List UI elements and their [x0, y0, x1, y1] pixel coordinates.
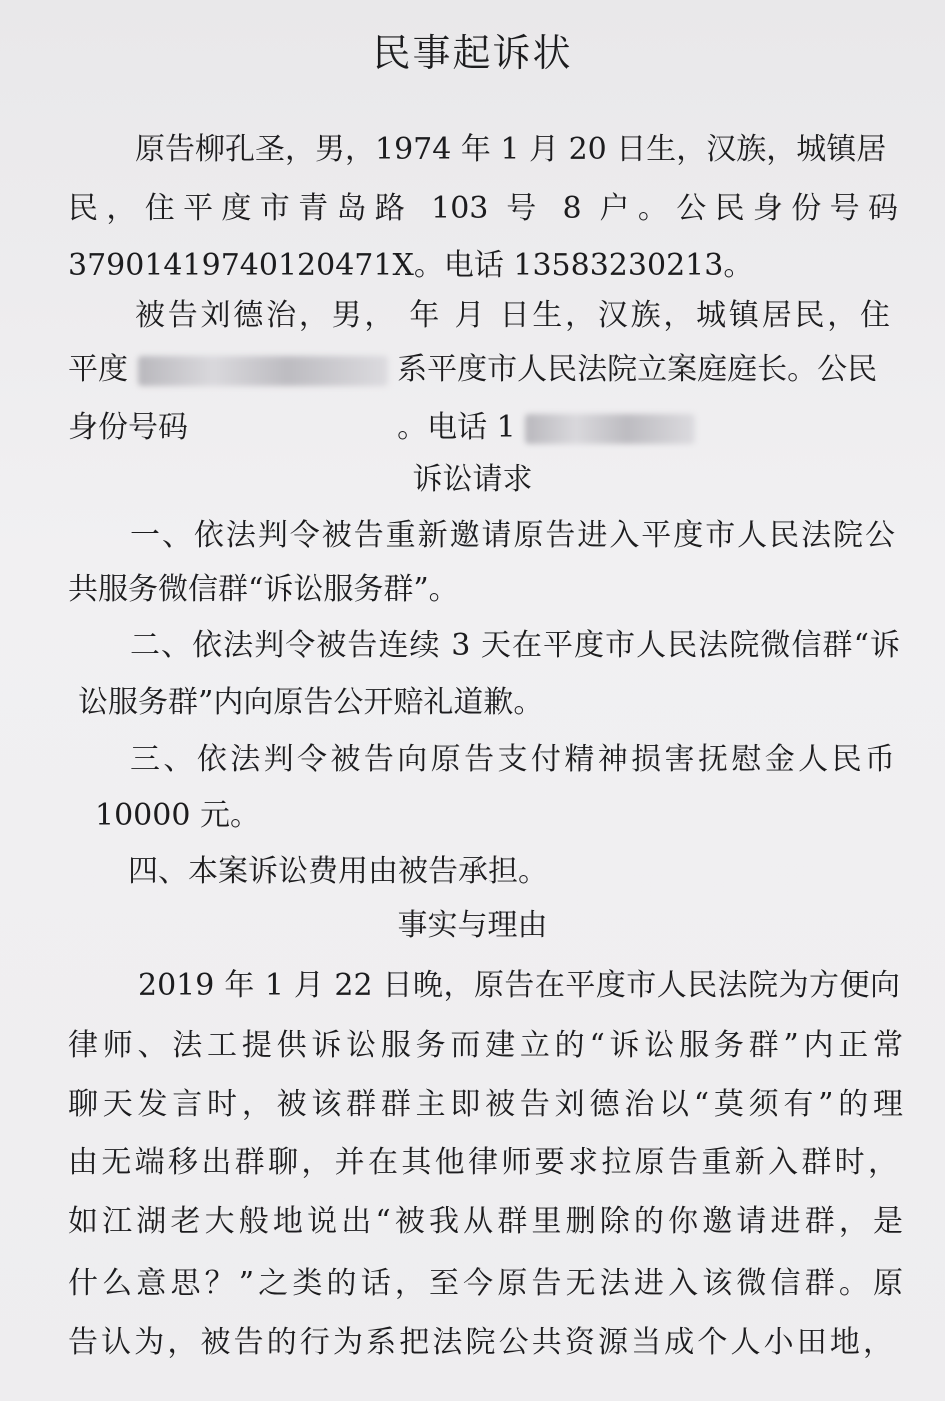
defendant-line-1: 被告刘德治，男， 年 月 日生，汉族，城镇居民，住 — [135, 298, 890, 333]
facts-line-3: 聊天发言时，被该群群主即被告刘德治以“莫须有”的理 — [68, 1087, 903, 1122]
facts-line-2: 律师、法工提供诉讼服务而建立的“诉讼服务群”内正常 — [68, 1028, 903, 1063]
defendant-id-label: 身份号码 — [68, 410, 188, 445]
facts-line-1: 2019 年 1 月 22 日晚，原告在平度市人民法院为方便向 — [138, 968, 900, 1003]
redacted-address — [138, 356, 388, 386]
claim-line-5: 三、依法判令被告向原告支付精神损害抚慰金人民币 — [130, 742, 895, 777]
claim-line-6: 10000 元。 — [95, 798, 260, 833]
document-title: 民事起诉状 — [372, 31, 573, 75]
claim-line-2: 共服务微信群“诉讼服务群”。 — [68, 572, 459, 607]
facts-line-6: 什么意思？”之类的话，至今原告无法进入该微信群。原 — [68, 1266, 903, 1301]
claim-line-3: 二、依法判令被告连续 3 天在平度市人民法院微信群“诉 — [130, 628, 900, 663]
facts-line-5: 如江湖老大般地说出“被我从群里删除的你邀请进群，是 — [68, 1204, 903, 1239]
claim-line-4: 讼服务群”内向原告公开赔礼道歉。 — [78, 685, 544, 720]
plaintiff-line-1: 原告柳孔圣，男，1974 年 1 月 20 日生，汉族，城镇居 — [135, 132, 887, 167]
claims-heading: 诉讼请求 — [412, 462, 533, 497]
facts-line-4: 由无端移出群聊，并在其他律师要求拉原告重新入群时， — [68, 1145, 898, 1180]
facts-line-7: 告认为，被告的行为系把法院公共资源当成个人小田地， — [68, 1325, 893, 1360]
claim-line-7: 四、本案诉讼费用由被告承担。 — [128, 854, 548, 889]
plaintiff-line-2: 民，住平度市青岛路 103 号 8 户。公民身份号码 — [68, 191, 898, 226]
defendant-phone-label: 。电话 1 — [397, 410, 516, 445]
plaintiff-line-3: 37901419740120471X。电话 13583230213。 — [68, 248, 754, 283]
defendant-line-3 — [68, 408, 898, 448]
defendant-position: 系平度市人民法院立案庭庭长。公民 — [397, 352, 878, 387]
defendant-line-2 — [68, 350, 898, 390]
defendant-address-prefix: 平度 — [68, 352, 128, 387]
facts-heading: 事实与理由 — [397, 908, 548, 943]
redacted-phone — [525, 414, 695, 444]
claim-line-1: 一、依法判令被告重新邀请原告进入平度市人民法院公 — [130, 518, 895, 553]
